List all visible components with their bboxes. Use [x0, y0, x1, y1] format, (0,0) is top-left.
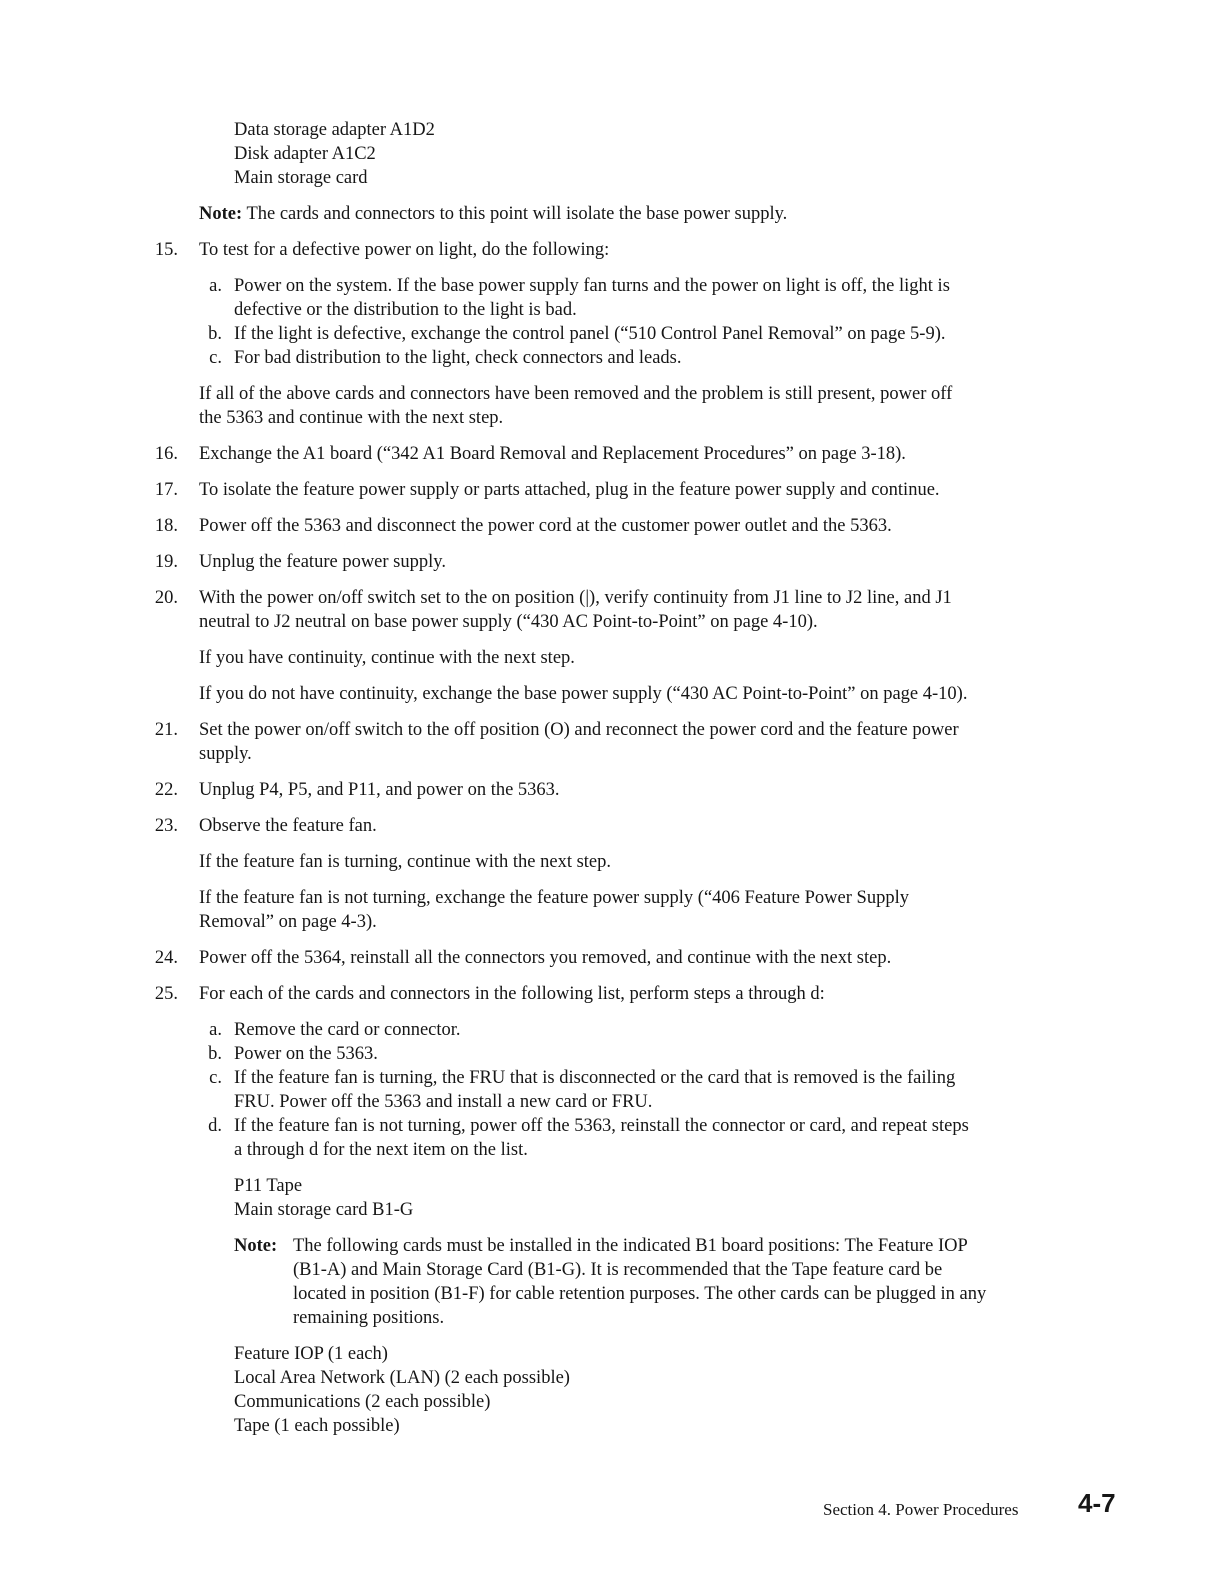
list-item: Data storage adapter A1D2: [234, 120, 435, 140]
paragraph: If you do not have continuity, exchange the base power supply (“430 AC Point-to-Point” on page 4-10).: [199, 684, 968, 704]
list-item: Local Area Network (LAN) (2 each possible): [234, 1368, 570, 1388]
step-text: supply.: [199, 744, 252, 764]
step-number: 17.: [154, 480, 178, 500]
substep-text: If the feature fan is turning, the FRU that is disconnected or the card that is removed is the failing: [234, 1068, 956, 1088]
step-number: 19.: [154, 552, 178, 572]
step-text: Set the power on/off switch to the off position (O) and reconnect the power cord and the feature power: [199, 720, 959, 740]
step-number: 20.: [154, 588, 178, 608]
substep-letter: d.: [208, 1116, 222, 1136]
substep-text: If the light is defective, exchange the control panel (“510 Control Panel Removal” on page 5-9).: [234, 324, 946, 344]
step-text: Power off the 5363 and disconnect the power cord at the customer power outlet and the 5363.: [199, 516, 892, 536]
step-text: Power off the 5364, reinstall all the connectors you removed, and continue with the next step.: [199, 948, 892, 968]
substep-letter: b.: [208, 324, 222, 344]
substep-letter: a.: [209, 276, 222, 296]
step-text: For each of the cards and connectors in the following list, perform steps a through d:: [199, 984, 825, 1004]
step-text: Observe the feature fan.: [199, 816, 377, 836]
step-number: 15.: [154, 240, 178, 260]
note-base-power: [199, 202, 787, 226]
paragraph: If the feature fan is turning, continue with the next step.: [199, 852, 612, 872]
paragraph: Removal” on page 4-3).: [199, 912, 377, 932]
substep-text: Remove the card or connector.: [234, 1020, 461, 1040]
step-text: neutral to J2 neutral on base power supply (“430 AC Point-to-Point” on page 4-10).: [199, 612, 818, 632]
step-number: 22.: [154, 780, 178, 800]
list-item: Tape (1 each possible): [234, 1416, 400, 1436]
step-text: To isolate the feature power supply or parts attached, plug in the feature power supply and continue.: [199, 480, 940, 500]
step-text: Unplug P4, P5, and P11, and power on the 5363.: [199, 780, 560, 800]
paragraph: the 5363 and continue with the next step.: [199, 408, 504, 428]
substep-text: FRU. Power off the 5363 and install a new card or FRU.: [234, 1092, 653, 1112]
substep-text: defective or the distribution to the light is bad.: [234, 300, 577, 320]
note-text: The following cards must be installed in the indicated B1 board positions: The Feature IOP: [293, 1236, 968, 1256]
footer-section-title: Section 4. Power Procedures: [823, 1500, 1019, 1519]
list-item: P11 Tape: [234, 1176, 303, 1196]
substep-letter: b.: [208, 1044, 222, 1064]
step-number: 25.: [154, 984, 178, 1004]
step-number: 24.: [154, 948, 178, 968]
list-item: Disk adapter A1C2: [234, 144, 376, 164]
note-text: (B1-A) and Main Storage Card (B1-G). It is recommended that the Tape feature card be: [293, 1260, 943, 1280]
note-text: located in position (B1-F) for cable retention purposes. The other cards can be plugged in any: [293, 1284, 987, 1304]
substep-text: a through d for the next item on the list.: [234, 1140, 528, 1160]
substep-letter: c.: [209, 1068, 222, 1088]
substep-letter: a.: [209, 1020, 222, 1040]
note-text: remaining positions.: [293, 1308, 445, 1328]
paragraph: If you have continuity, continue with the next step.: [199, 648, 575, 668]
list-item: Communications (2 each possible): [234, 1392, 491, 1412]
paragraph: If the feature fan is not turning, exchange the feature power supply (“406 Feature Power Supply: [199, 888, 909, 908]
note-text: The cards and connectors to this point will isolate the base power supply.: [246, 204, 788, 224]
substep-text: For bad distribution to the light, check connectors and leads.: [234, 348, 682, 368]
step-text: Exchange the A1 board (“342 A1 Board Removal and Replacement Procedures” on page 3-18).: [199, 444, 906, 464]
step-text: With the power on/off switch set to the on position (|), verify continuity from J1 line to J2 line, and J1: [199, 588, 952, 608]
list-item: Main storage card: [234, 168, 368, 188]
list-item: Feature IOP (1 each): [234, 1344, 388, 1364]
step-text: To test for a defective power on light, do the following:: [199, 240, 610, 260]
page-number: 4-7: [1078, 1488, 1116, 1518]
step-number: 21.: [154, 720, 178, 740]
step-number: 23.: [154, 816, 178, 836]
list-item: Main storage card B1-G: [234, 1200, 414, 1220]
substep-text: If the feature fan is not turning, power off the 5363, reinstall the connector or card, and repeat steps: [234, 1116, 969, 1136]
step-text: Unplug the feature power supply.: [199, 552, 446, 572]
note-label: Note:: [199, 204, 243, 224]
note-label: Note:: [234, 1236, 278, 1256]
substep-text: Power on the system. If the base power supply fan turns and the power on light is off, the light is: [234, 276, 950, 296]
paragraph: If all of the above cards and connectors have been removed and the problem is still present, power off: [199, 384, 953, 404]
step-number: 16.: [154, 444, 178, 464]
substep-letter: c.: [209, 348, 222, 368]
substep-text: Power on the 5363.: [234, 1044, 378, 1064]
step-number: 18.: [154, 516, 178, 536]
